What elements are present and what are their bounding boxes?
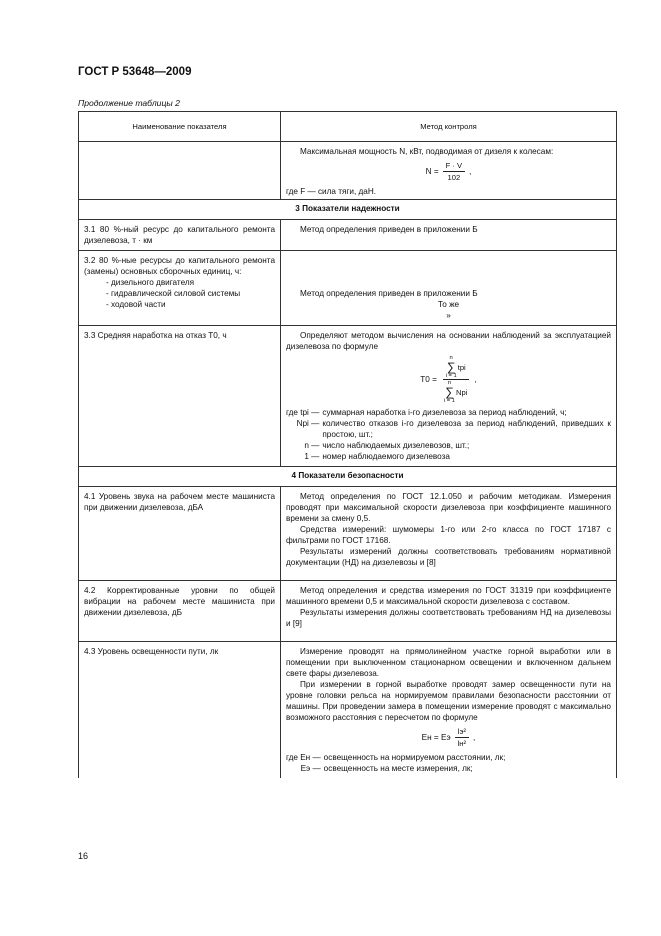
formula-denominator: Nрi	[456, 387, 468, 397]
power-text: Максимальная мощность N, кВт, подводимая от дизеля к колесам:	[300, 147, 554, 156]
method-cell	[281, 251, 617, 326]
method-paragraph: Результаты измерений должны соответствовать требованиям нормативной документации (НД) на дизелевозы и [8]	[286, 547, 611, 567]
indicator-cell: 4.1 Уровень звука на рабочем месте машиниста при движении дизелевоза, дБА	[79, 487, 281, 581]
indicator-cell: 4.2 Корректированные уровни по общей вибрации на рабочем месте машиниста при движении дизелевоза, дБ	[79, 581, 281, 642]
formula-numerator: tpi	[457, 362, 466, 372]
indicator-cell: 3.3 Средняя наработка на отказ T0, ч	[79, 326, 281, 467]
table-row	[79, 220, 617, 251]
method-cell	[281, 326, 617, 467]
formula-denominator: lн²	[457, 739, 467, 748]
document-title: ГОСТ Р 53648—2009	[78, 66, 192, 78]
section-row	[79, 200, 617, 220]
method-text: Определяют методом вычисления на основании наблюдений за эксплуатацией дизелевоза по формуле	[286, 331, 611, 351]
table-row	[79, 642, 617, 779]
formula-numerator: F · V	[443, 160, 465, 172]
ditto-mark: »	[446, 311, 451, 320]
legend-key: где tpi —	[286, 408, 320, 417]
sum-sigma-icon: ∑	[446, 360, 456, 374]
legend-value: освещенность на месте измерения, лк;	[323, 764, 473, 773]
sum-lower-limit: i = 1	[443, 398, 456, 404]
legend-value: число наблюдаемых дизелевозов, шт.;	[322, 441, 470, 450]
power-formula	[286, 160, 611, 183]
indicators-table	[78, 111, 617, 778]
same-text: То же	[437, 300, 460, 309]
table-row	[79, 142, 617, 200]
method-paragraph: Средства измерений: шумомеры 1-го или 2-го класса по ГОСТ 17187 с фильтрами по ГОСТ 17168.	[286, 525, 611, 545]
table-row	[79, 487, 617, 581]
legend-value: количество отказов i-го дизелевоза за период наблюдений, приведших к простою, шт.;	[322, 419, 611, 439]
indicator-cell	[79, 251, 281, 326]
formula-lhs: T0 =	[420, 375, 437, 384]
method-cell: Метод определения приведен в приложении Б	[281, 220, 617, 251]
formula-lhs: N =	[425, 167, 439, 176]
method-paragraph: Метод определения и средства измерения по ГОСТ 31319 при коэффициенте машинного времени 0,5 и максимальной скорости дизелевоза с составом.	[286, 586, 611, 606]
sum-upper-limit: n	[447, 380, 452, 386]
formula-denominator: 102	[447, 173, 461, 182]
section-title: 3 Показатели надежности	[79, 200, 617, 220]
indicator-text: 3.2 80 %-ные ресурсы до капитального ремонта (замены) основных сборочных единиц, ч:	[84, 256, 275, 276]
legend-key: Eэ —	[300, 764, 321, 773]
legend-key: где Eн —	[286, 753, 321, 762]
column-header-method: Метод контроля	[281, 112, 617, 142]
method-paragraph: Результаты измерения должны соответствовать требованиям НД на дизелевозы и [9]	[286, 608, 611, 628]
legend-value: суммарная наработка i-го дизелевоза за период наблюдений, ч;	[322, 408, 567, 417]
method-cell	[281, 487, 617, 581]
indicator-cell: 3.1 80 %-ный ресурс до капитального ремонта дизелевоза, т · км	[79, 220, 281, 251]
legend-key: Nрi —	[296, 419, 320, 428]
table-continuation-caption: Продолжение таблицы 2	[78, 98, 180, 108]
list-item: - дизельного двигателя	[106, 278, 195, 287]
legend-key: 1 —	[304, 452, 320, 461]
formula-tail: ,	[469, 167, 472, 176]
legend-value: номер наблюдаемого дизелевоза	[322, 452, 450, 461]
method-text: Метод определения приведен в приложении Б	[300, 289, 478, 298]
legend-value: освещенность на нормируемом расстоянии, лк;	[323, 753, 506, 762]
sum-upper-limit: n	[449, 355, 453, 361]
list-item: - ходовой части	[106, 300, 166, 309]
formula-legend	[286, 407, 611, 462]
method-paragraph: Метод определения по ГОСТ 12.1.050 и рабочим методикам. Измерения проводят при максимальной скорости дизелевоза при коэффициенте машинного времени за смену 0,5.	[286, 492, 611, 523]
table-header-row	[79, 112, 617, 142]
indicator-cell: 4.3 Уровень освещенности пути, лк	[79, 642, 281, 779]
illuminance-formula	[286, 726, 611, 749]
formula-numerator: lэ²	[455, 726, 469, 738]
table-row	[79, 326, 617, 467]
method-cell	[281, 642, 617, 779]
sum-lower-limit: i = 1	[445, 373, 457, 379]
formula-tail: ,	[474, 375, 477, 384]
method-paragraph: При измерении в горной выработке проводят замер освещенности пути на уровне головки рельса на нормируемом правилами безопасности расстоянии от машины. При проведении замера в помещении измерение проводят с максимально возможного расстояния с пересчетом по формуле	[286, 680, 611, 722]
method-cell	[281, 142, 617, 200]
method-paragraph: Измерение проводят на прямолинейном участке горной выработки или в помещении при выключенном стационарном освещении и включенном дальнем свете фары дизелевоза.	[286, 647, 611, 678]
formula-lhs: Eн = Eэ	[421, 733, 451, 742]
column-header-indicator: Наименование показателя	[79, 112, 281, 142]
section-row	[79, 467, 617, 487]
list-item: - гидравлической силовой системы	[106, 289, 241, 298]
table-row	[79, 251, 617, 326]
formula-where: где F — сила тяги, даН.	[286, 187, 377, 196]
sum-sigma-icon: ∑	[445, 385, 454, 399]
legend-key: n —	[304, 441, 320, 450]
formula-tail: ,	[473, 733, 476, 742]
mtbf-formula	[286, 355, 611, 404]
method-cell	[281, 581, 617, 642]
table-row	[79, 581, 617, 642]
indicator-cell	[79, 142, 281, 200]
section-title: 4 Показатели безопасности	[79, 467, 617, 487]
formula-legend	[286, 752, 611, 774]
page-number: 16	[78, 851, 89, 861]
